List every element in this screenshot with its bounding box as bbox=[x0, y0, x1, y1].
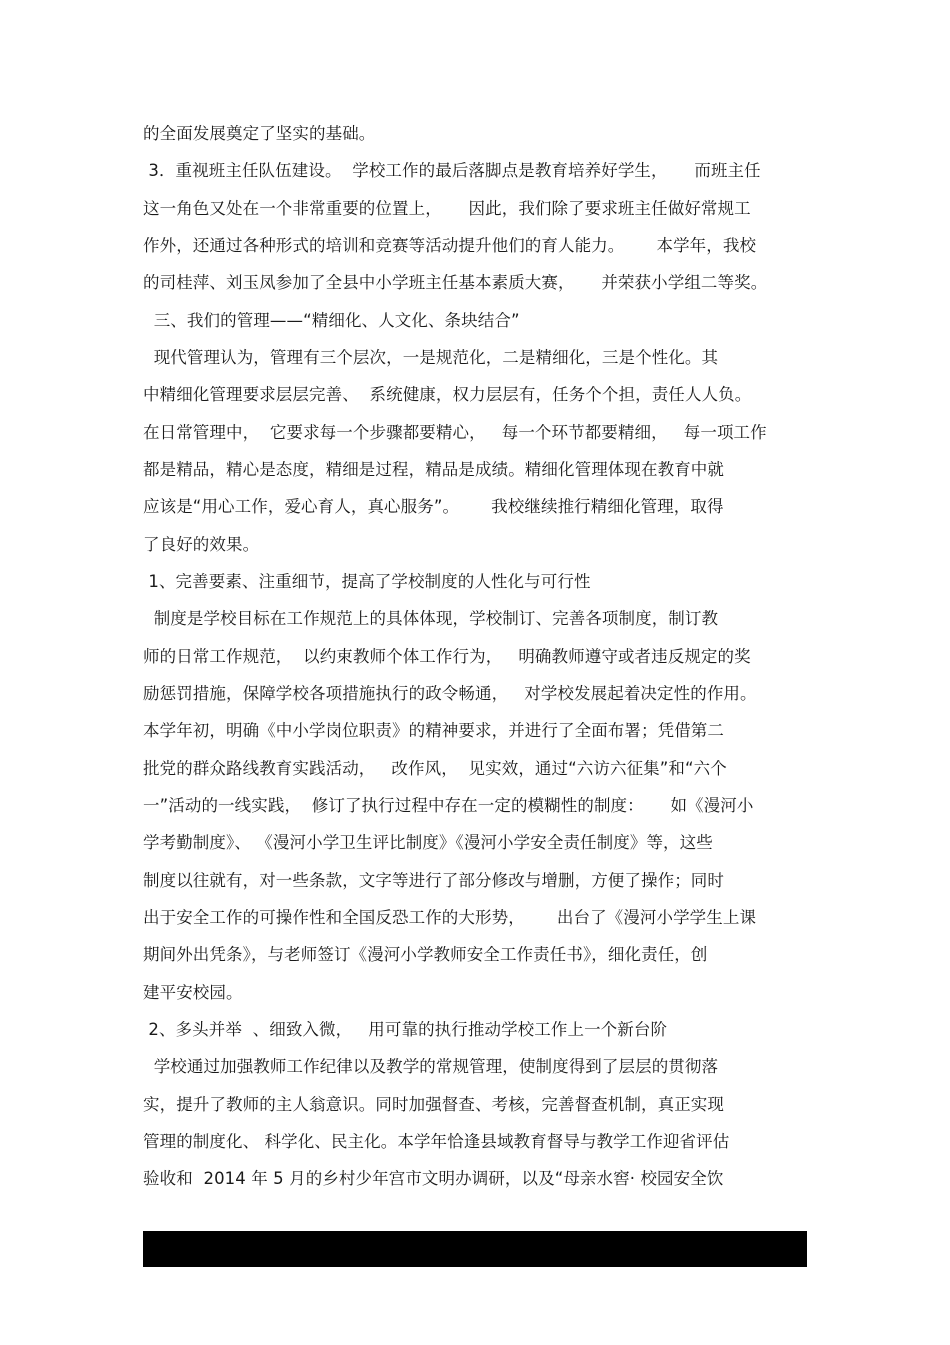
text-line-29: 验收和 2014 年 5 月的乡村少年宫市文明办调研，以及“母亲水窖· 校园安全饮 bbox=[143, 1169, 724, 1188]
text-line-7: 现代管理认为，管理有三个层次，一是规范化，二是精细化，三是个性化。其 bbox=[143, 348, 719, 367]
text-line-1: 的全面发展奠定了坚实的基础。 bbox=[143, 124, 376, 143]
text-line-16: 励惩罚措施，保障学校各项措施执行的政令畅通， 对学校发展起着决定性的作用。 bbox=[143, 684, 757, 703]
subheading-1: 1、完善要素、注重细节，提高了学校制度的人性化与可行性 bbox=[143, 572, 591, 591]
text-line-19: 一”活动的一线实践， 修订了执行过程中存在一定的模糊性的制度： 如《漫河小 bbox=[143, 796, 754, 815]
text-line-12: 了良好的效果。 bbox=[143, 535, 260, 554]
text-line-22: 出于安全工作的可操作性和全国反恐工作的大形势， 出台了《漫河小学学生上课 bbox=[143, 908, 757, 927]
text-line-20: 学考勤制度》、 《漫河小学卫生评比制度》《漫河小学安全责任制度》等，这些 bbox=[143, 833, 713, 852]
text-line-24: 建平安校园。 bbox=[143, 983, 243, 1002]
text-line-3: 这一角色又处在一个非常重要的位置上， 因此，我们除了要求班主任做好常规工 bbox=[143, 199, 751, 218]
text-line-2: 3．重视班主任队伍建设。 学校工作的最后落脚点是教育培养好学生， 而班主任 bbox=[143, 161, 761, 180]
text-line-17: 本学年初，明确《中小学岗位职责》的精神要求，并进行了全面布署；凭借第二 bbox=[143, 721, 724, 740]
text-line-8: 中精细化管理要求层层完善、 系统健康，权力层层有，任务个个担，责任人人负。 bbox=[143, 385, 752, 404]
text-line-15: 师的日常工作规范， 以约束教师个体工作行为， 明确教师遵守或者违反规定的奖 bbox=[143, 647, 751, 666]
subheading-2: 2、多头并举 、细致入微， 用可靠的执行推动学校工作上一个新台阶 bbox=[143, 1020, 668, 1039]
text-line-11: 应该是“用心工作，爱心育人，真心服务”。 我校继续推行精细化管理，取得 bbox=[143, 497, 724, 516]
text-line-21: 制度以往就有，对一些条款，文字等进行了部分修改与增删，方便了操作；同时 bbox=[143, 871, 724, 890]
text-line-27: 实，提升了教师的主人翁意识。同时加强督查、考核，完善督查机制，真正实现 bbox=[143, 1095, 724, 1114]
text-line-9: 在日常管理中， 它要求每一个步骤都要精心， 每一个环节都要精细， 每一项工作 bbox=[143, 423, 767, 442]
footer-bar bbox=[143, 1231, 807, 1267]
text-line-14: 制度是学校目标在工作规范上的具体体现，学校制订、完善各项制度，制订教 bbox=[143, 609, 719, 628]
text-line-28: 管理的制度化、 科学化、民主化。本学年恰逢县域教育督导与教学工作迎省评估 bbox=[143, 1132, 730, 1151]
text-line-5: 的司桂萍、刘玉凤参加了全县中小学班主任基本素质大赛， 并荣获小学组二等奖。 bbox=[143, 273, 768, 292]
text-line-23: 期间外出凭条》，与老师签订《漫河小学教师安全工作责任书》，细化责任，创 bbox=[143, 945, 708, 964]
text-line-18: 批党的群众路线教育实践活动， 改作风， 见实效，通过“六访六征集”和“六个 bbox=[143, 759, 727, 778]
text-line-26: 学校通过加强教师工作纪律以及教学的常规管理，使制度得到了层层的贯彻落 bbox=[143, 1057, 719, 1076]
text-line-4: 作外，还通过各种形式的培训和竞赛等活动提升他们的育人能力。 本学年，我校 bbox=[143, 236, 757, 255]
text-line-10: 都是精品，精心是态度，精细是过程，精品是成绩。精细化管理体现在教育中就 bbox=[143, 460, 724, 479]
section-heading-3: 三、我们的管理——“精细化、人文化、条块结合” bbox=[143, 311, 520, 330]
